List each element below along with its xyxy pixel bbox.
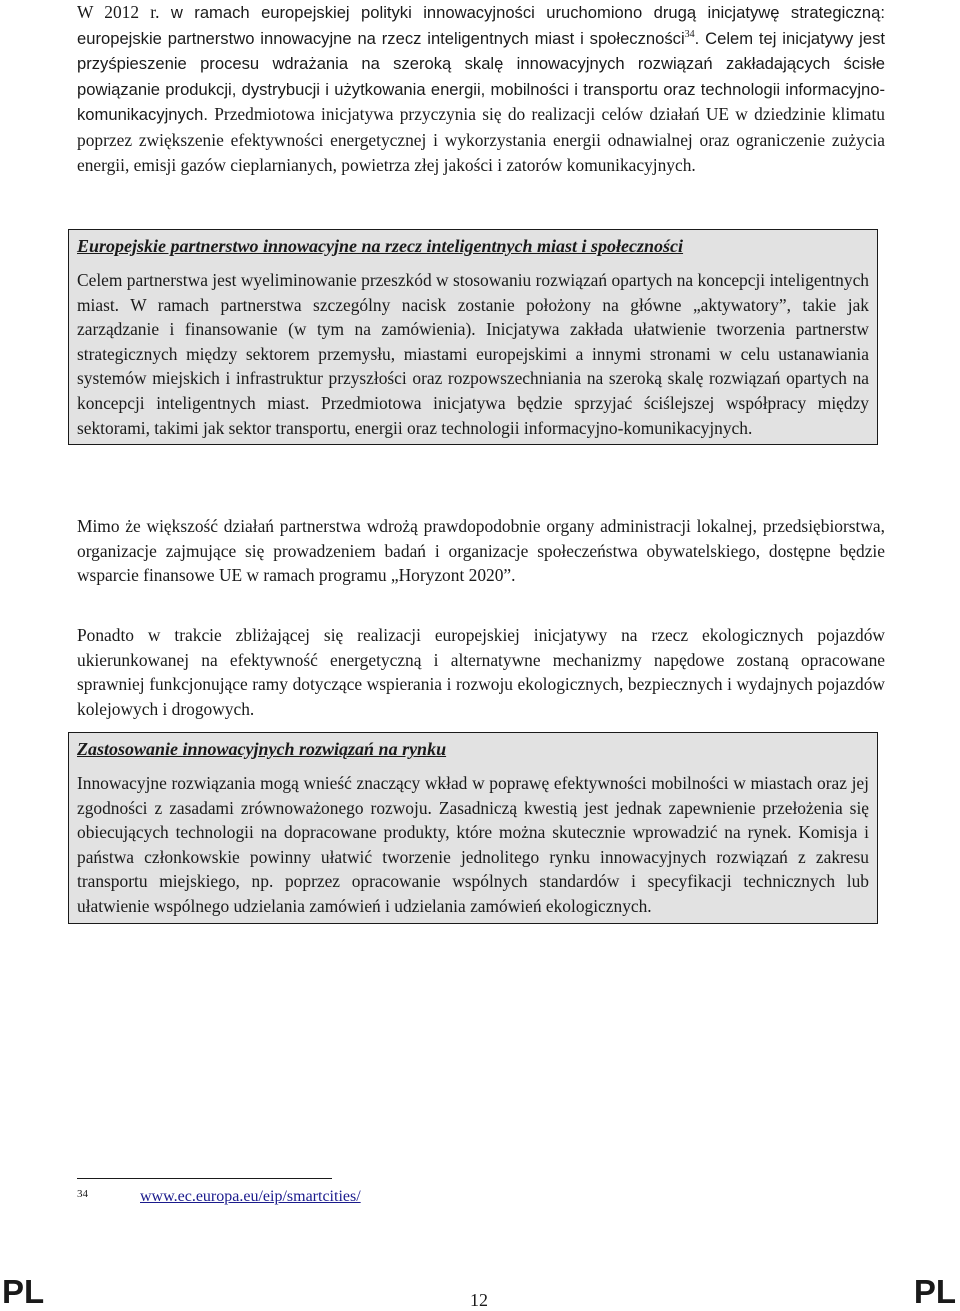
paragraph-horizon: Mimo że większość działań partnerstwa wdrożą prawdopodobnie organy administracji lokalnej, przedsiębiorstwa, organizacje zajmujące się prowadzeniem badań i organizacje społeczeństwa obywatelskiego, dostępne będzie wsparcie finansowe UE w ramach programu „Horyzont 2020”. [77,516,885,586]
footnote-divider [77,1178,332,1179]
language-label-left: PL [2,1273,45,1310]
footnote-link[interactable]: www.ec.europa.eu/eip/smartcities/ [140,1188,361,1205]
market-uptake-body: Innowacyjne rozwiązania mogą wnieść znaczący wkład w poprawę efektywności mobilności w miastach oraz jej zgodności z zasadami zrównoważonego rozwoju. Zasadniczą kwestią jest jednak zapewnienie przełożenia się obiecujących technologii na dopracowane produkty, które można skutecznie wprowadzić na rynek. Komisja i państwa członkowskie powinny ułatwić tworzenie jednolitego rynku innowacyjnych rozwiązań z zakresu transportu miejskiego, np. poprzez opracowanie wspólnych standardów i specyfikacji technicznych lub ułatwienie wspólnego udzielania zamówień i udzielania zamówień ekologicznych. [77,773,869,916]
paragraph-vehicles: Ponadto w trakcie zbliżającej się realizacji europejskiej inicjatywy na rzecz ekologicznych pojazdów ukierunkowanej na efektywność energetyczną i alternatywne mechanizmy napędowe zostaną opracowane sprawniej funkcjonujące ramy dotyczące wspierania i rozwoju ekologicznych, bezpiecznych i wydajnych pojazdów kolejowych i drogowych. [77,625,885,719]
page-number: 12 [470,1290,488,1310]
intro-serif-text: Przedmiotowa inicjatywa przyczynia się do realizacji celów działań UE w dziedzinie klimatu poprzez zwiększenie efektywności energetycznej i wykorzystania energii odnawialnej oraz ograniczenie zużycia energii, emisji gazów cieplarnianych, powietrza złej jakości i zatorów komunikacyjnych. [77,104,885,175]
intro-lead: W 2012 r. [77,2,160,22]
intro-sans-text: w ramach europejskiej polityki innowacyjności uruchomiono drugą inicjatywę strategiczną: europejskie partnerstwo innowacyjne na rzecz inteligentnych miast i społeczności [77,3,885,48]
language-label-right: PL [913,1273,956,1310]
market-uptake-heading: Zastosowanie innowacyjnych rozwiązań na rynku [77,739,447,759]
smart-cities-box [68,229,878,445]
intro-paragraph [77,0,885,177]
market-uptake-box [68,732,878,924]
intro-sans-text-2: . Celem tej inicjatywy jest przyśpieszenie procesu wdrażania na szeroką skalę innowacyjnych rozwiązań zakładających ścisłe powiązanie produkcji, dystrybucji i użytkowania energii, mobilności i transportu oraz technologii informacyjno-komunikacyjnych. [77,28,885,125]
smart-cities-body: Celem partnerstwa jest wyeliminowanie przeszkód w stosowaniu rozwiązań opartych na koncepcji inteligentnych miast. W ramach partnerstwa szczególny nacisk zostanie położony na główne „aktywatory”, takie jak zarządzanie i finansowanie (w tym na zamówienia). Inicjatywa zakłada ułatwienie tworzenia partnerstw strategicznych między sektorem przemysłu, miastami europejskimi a innymi stronami w celu ustanawiania systemów miejskich i infrastruktur przyszłości oraz rozpowszechniania na szeroką skalę rozwiązań opartych na koncepcji inteligentnych miast. Przedmiotowa inicjatywa będzie sprzyjać ściślejszej współpracy między sektorami, takimi jak sektor transportu, energii oraz technologii informacyjno-komunikacyjnych. [77,270,869,438]
footnote-ref[interactable]: 34 [684,28,695,40]
footnote-number: 34 [77,1188,88,1200]
smart-cities-heading: Europejskie partnerstwo innowacyjne na rzecz inteligentnych miast i społeczności [77,236,684,256]
